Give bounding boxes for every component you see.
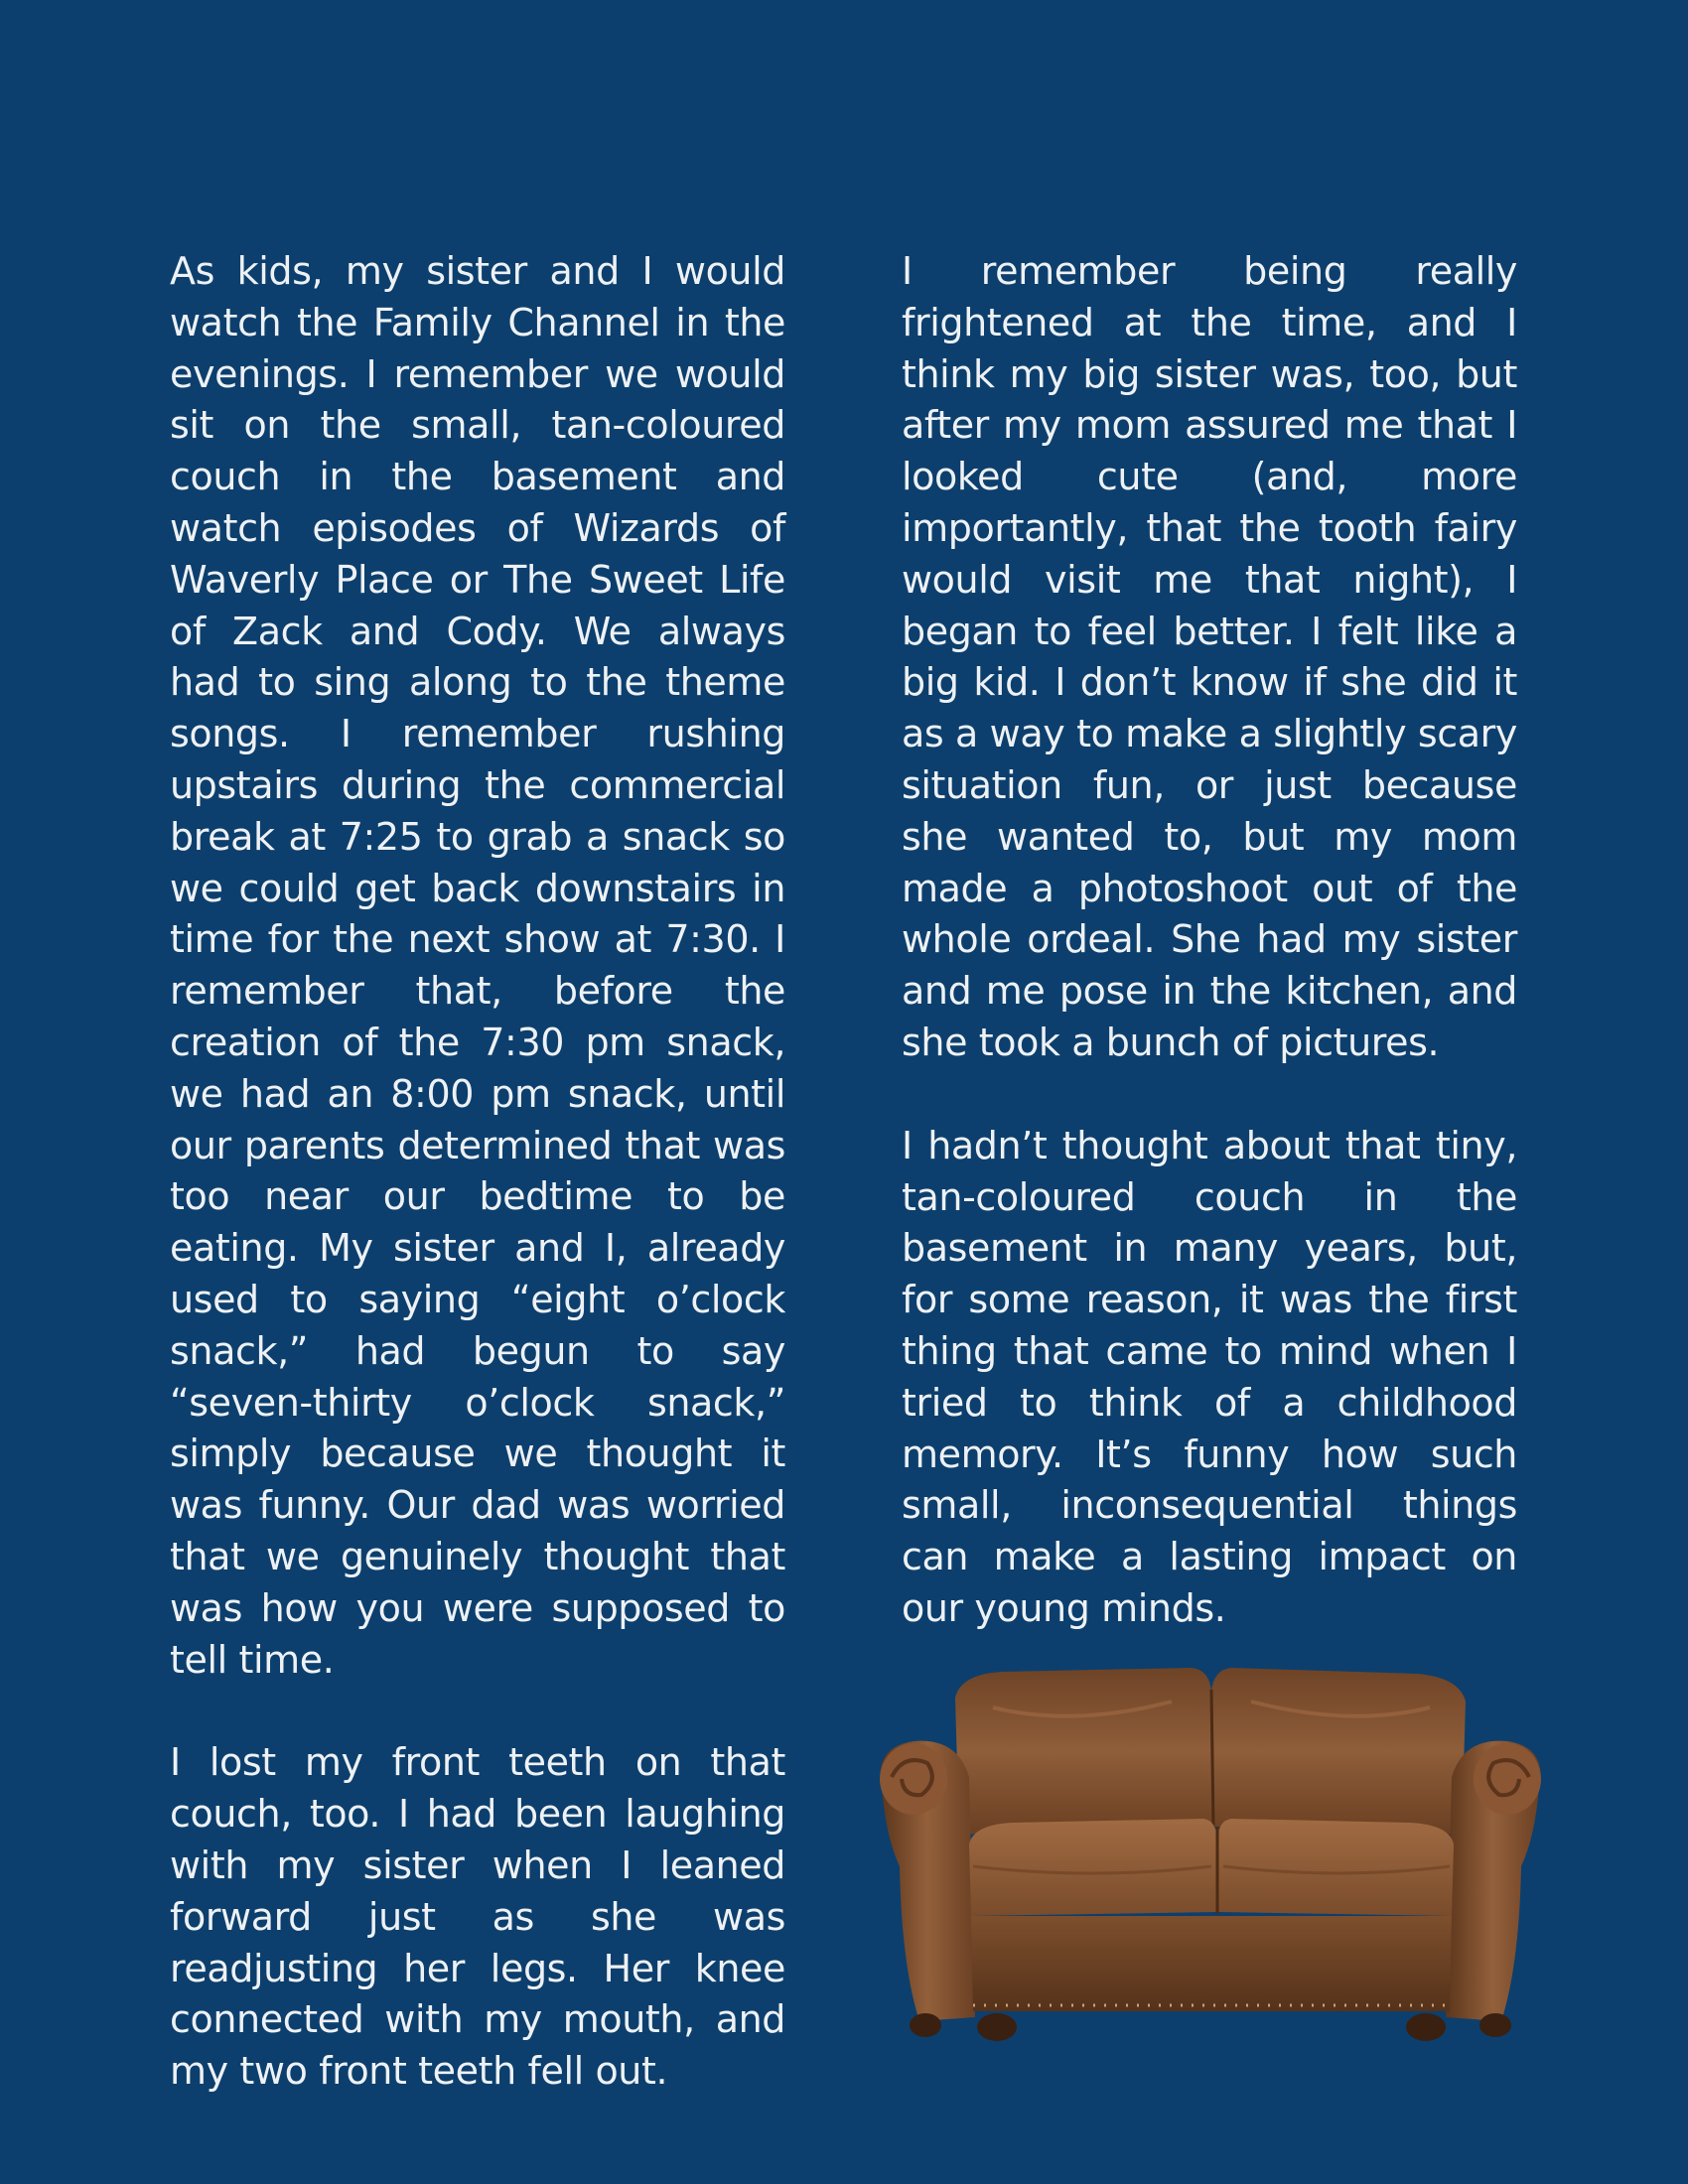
paragraph-family-channel: As kids, my sister and I would watch the Family Channel in the evenings. I remember we would sit on the small, tan-coloured couch in the basement and watch episodes of Wizards of Waverly Place or The Sweet Life of Zack and Cody. We always had to sing along to the theme songs. I remember rushing upstairs during the commercial break at 7:25 to grab a snack so we could get back downstairs in time for the next show at 7:30. I remember that, before the creation of the 7:30 pm snack, we had an 8:00 pm snack, until our parents determined that was too near our bedtime to be eating. My sister and I, already used to saying “eight o’clock snack,” had begun to say “seven-thirty o’clock snack,” simply because we thought it was funny. Our dad was worried that we genuinely thought that was how you were supposed to tell time. <box>170 249 785 1682</box>
loveseat-illustration <box>874 1668 1547 2051</box>
paragraph-tooth-fairy: I remember being really frightened at the time, and I think my big sister was, too, but after my mom assured me that I looked cute (and, more importantly, that the tooth fairy would visit me that night), I began to feel better. I felt like a big kid. I don’t know if she did it as a way to make a slightly scary situation fun, or just because she wanted to, but my mom made a photoshoot out of the whole ordeal. She had my sister and me pose in the kitchen, and she took a bunch of pictures. <box>902 249 1517 1064</box>
right-column <box>902 246 1517 1635</box>
paragraph-lost-teeth: I lost my front teeth on that couch, too. I had been laughing with my sister when I leaned forward just as she was readjusting her legs. Her knee connected with my mouth, and my two front teeth fell out. <box>170 1740 785 2094</box>
paragraph-reflection: I hadn’t thought about that tiny, tan-coloured couch in the basement in many years, but, for some reason, it was the first thing that came to mind when I tried to think of a childhood memory. It’s funny how such small, inconsequential things can make a lasting impact on our young minds. <box>902 1123 1517 1630</box>
couch-image <box>874 1668 1547 2051</box>
left-column <box>170 246 785 2098</box>
